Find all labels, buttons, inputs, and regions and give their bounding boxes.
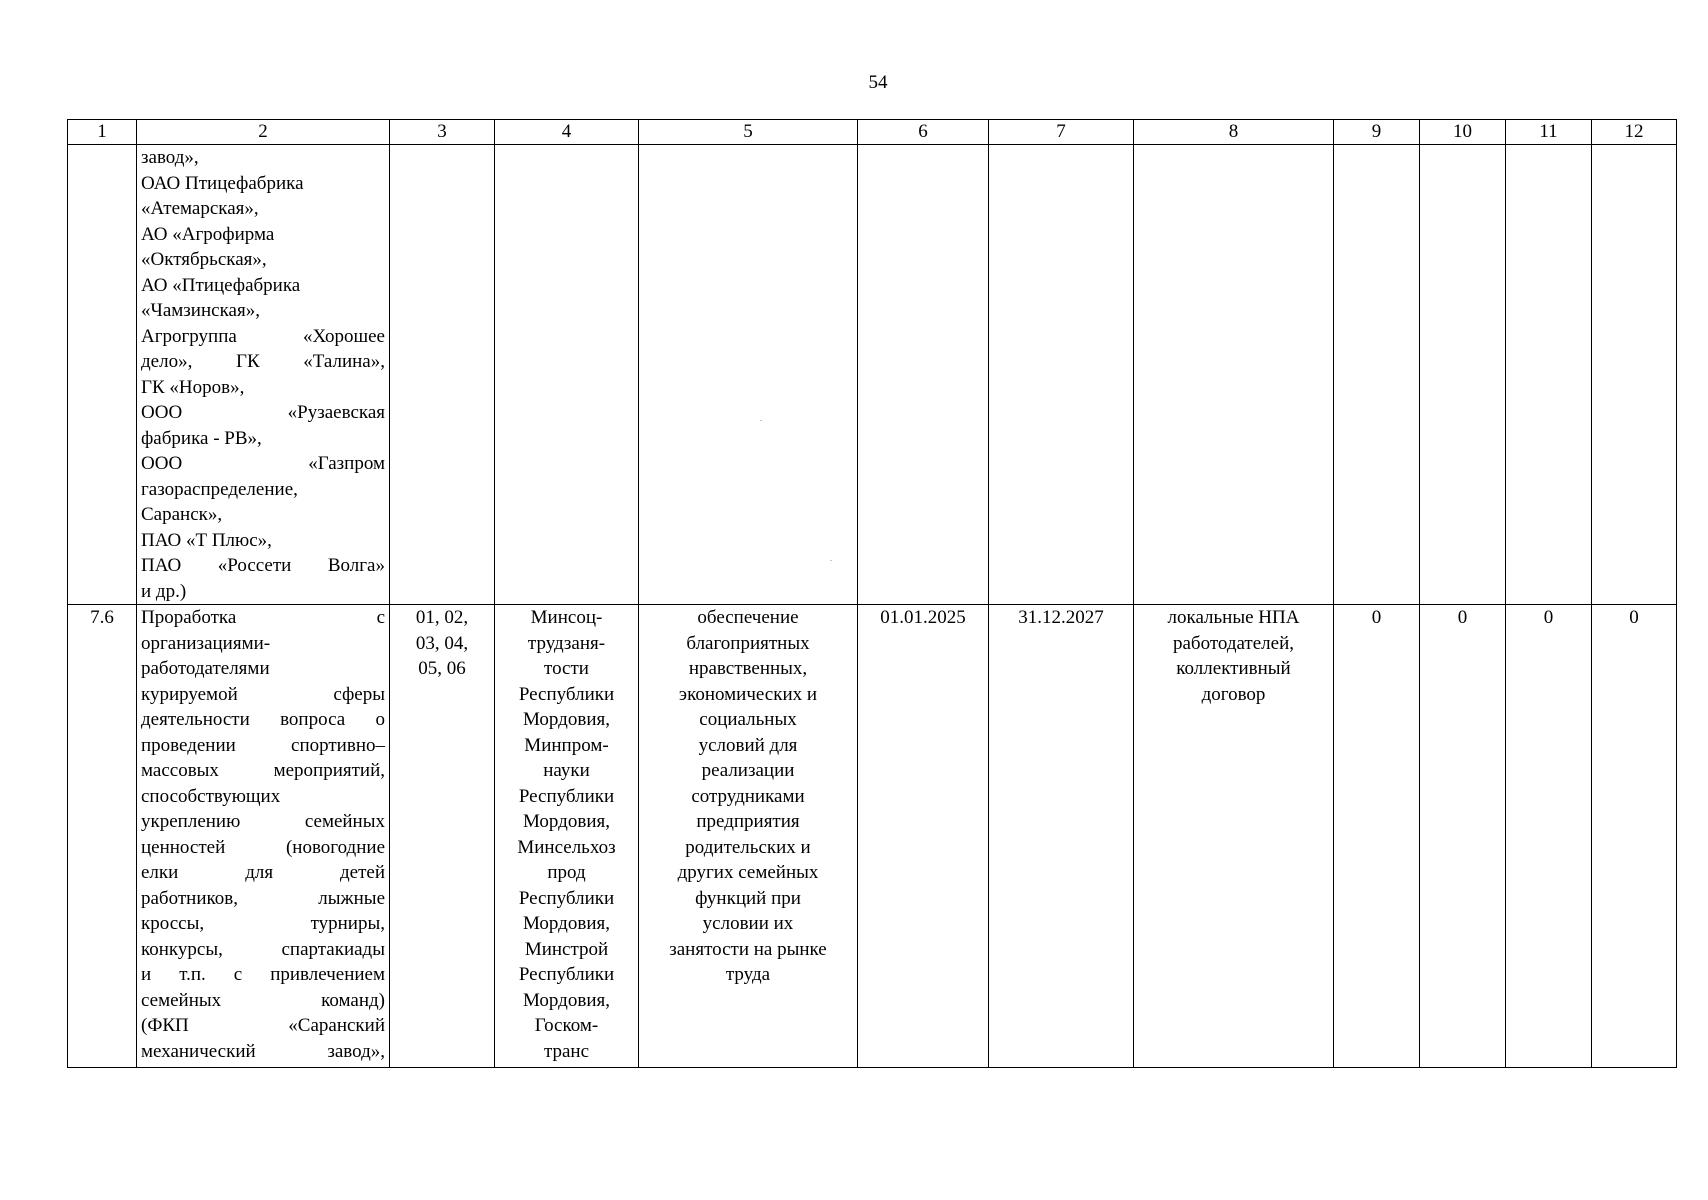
cell-value-10: 0 [1420, 605, 1506, 1068]
measures-table [67, 119, 1677, 1068]
cell-empty [390, 145, 495, 605]
cell-empty [858, 145, 989, 605]
text-line: кроссы, турниры, [141, 913, 385, 934]
column-header-11: 11 [1506, 120, 1592, 145]
cell-codes: 01, 02, 03, 04, 05, 06 [390, 605, 495, 1068]
scan-speck [830, 560, 832, 561]
column-header-8: 8 [1134, 120, 1334, 145]
cell-empty [495, 145, 639, 605]
text-line: АО «Птицефабрика [141, 274, 301, 296]
text-line: «Октябрьская», [141, 249, 267, 270]
text-line: ГК «Норов», [141, 376, 245, 398]
text-line: и т.п. с привлечением [141, 964, 385, 985]
column-header-6: 6 [858, 120, 989, 145]
cell-responsible: Минсоц- трудзаня- тости Республики Мордовия, Минпром- науки Республики Мордовия, Минсельхоз прод Республики Мордовия, Минстрой Республики Мордовия, Госком- транс [495, 605, 639, 1068]
text-line: конкурсы, спартакиады [141, 938, 385, 960]
cell-value-12: 0 [1592, 605, 1677, 1068]
text-line: проведении спортивно– [141, 734, 385, 756]
text-line: способствующих [141, 785, 281, 807]
text-line: ценностей (новогодние [141, 836, 385, 858]
text-line: ООО «Газпром [141, 453, 385, 474]
cell-row-number: 7.6 [68, 605, 137, 1068]
cell-empty [1592, 145, 1677, 605]
text-line: елки для детей [141, 862, 385, 883]
text-line: семейных команд) [141, 989, 385, 1011]
text-line: укреплению семейных [141, 811, 385, 832]
cell-end-date: 31.12.2027 [989, 605, 1134, 1068]
column-header-3: 3 [390, 120, 495, 145]
text-line: ОАО Птицефабрика [141, 172, 304, 194]
text-line: деятельности вопроса о [141, 709, 385, 730]
column-header-2: 2 [137, 120, 390, 145]
text-line: дело», ГК «Талина», [141, 351, 385, 372]
text-line: фабрика - РВ», [141, 427, 262, 449]
cell-empty [1334, 145, 1420, 605]
scan-speck [760, 420, 762, 421]
column-number-header [68, 120, 1677, 145]
text-line: механический завод», [141, 1040, 385, 1062]
column-header-9: 9 [1334, 120, 1420, 145]
text-line: работодателями [141, 658, 270, 679]
text-line: Агрогруппа «Хорошее [141, 325, 385, 347]
table-row-continued [68, 145, 1677, 605]
text-line: организациями- [141, 632, 271, 654]
column-header-7: 7 [989, 120, 1134, 145]
cell-empty [1134, 145, 1334, 605]
text-line: работников, лыжные [141, 887, 385, 909]
text-line: (ФКП «Саранский [141, 1015, 385, 1036]
text-line: ООО «Рузаевская [141, 402, 385, 423]
table-row-7-6 [68, 605, 1677, 1068]
cell-value-11: 0 [1506, 605, 1592, 1068]
cell-start-date: 01.01.2025 [858, 605, 989, 1068]
text-line: массовых мероприятий, [141, 760, 385, 781]
cell-measure-description [137, 605, 390, 1068]
text-line: Саранск», [141, 504, 223, 525]
cell-document-type: локальные НПА работодателей, коллективный договор [1134, 605, 1334, 1068]
cell-empty [1420, 145, 1506, 605]
text-line: Проработка с [141, 607, 385, 628]
cell-empty [1506, 145, 1592, 605]
page-number: 54 [868, 72, 888, 93]
text-line: и др.) [141, 580, 187, 602]
column-header-10: 10 [1420, 120, 1506, 145]
column-header-12: 12 [1592, 120, 1677, 145]
text-line: «Чамзинская», [141, 300, 260, 321]
text-line: «Атемарская», [141, 198, 259, 219]
cell-value-9: 0 [1334, 605, 1420, 1068]
text-line: ПАО «Россети Волга» [141, 555, 385, 576]
text-line: газораспределение, [141, 478, 298, 500]
cell-empty [989, 145, 1134, 605]
cell-empty [639, 145, 858, 605]
cell-executors-continued [137, 145, 390, 605]
column-header-5: 5 [639, 120, 858, 145]
cell-num [68, 145, 137, 605]
column-header-1: 1 [68, 120, 137, 145]
cell-expected-result: обеспечение благоприятных нравственных, экономических и социальных условий для реализации сотрудниками предприятия родительских и других семейных функций при условии их занятости на рынке труда [639, 605, 858, 1068]
column-header-4: 4 [495, 120, 639, 145]
text-line: завод», [141, 147, 199, 168]
text-line: курируемой сферы [141, 683, 385, 705]
text-line: ПАО «Т Плюс», [141, 529, 272, 551]
text-line: АО «Агрофирма [141, 223, 275, 245]
